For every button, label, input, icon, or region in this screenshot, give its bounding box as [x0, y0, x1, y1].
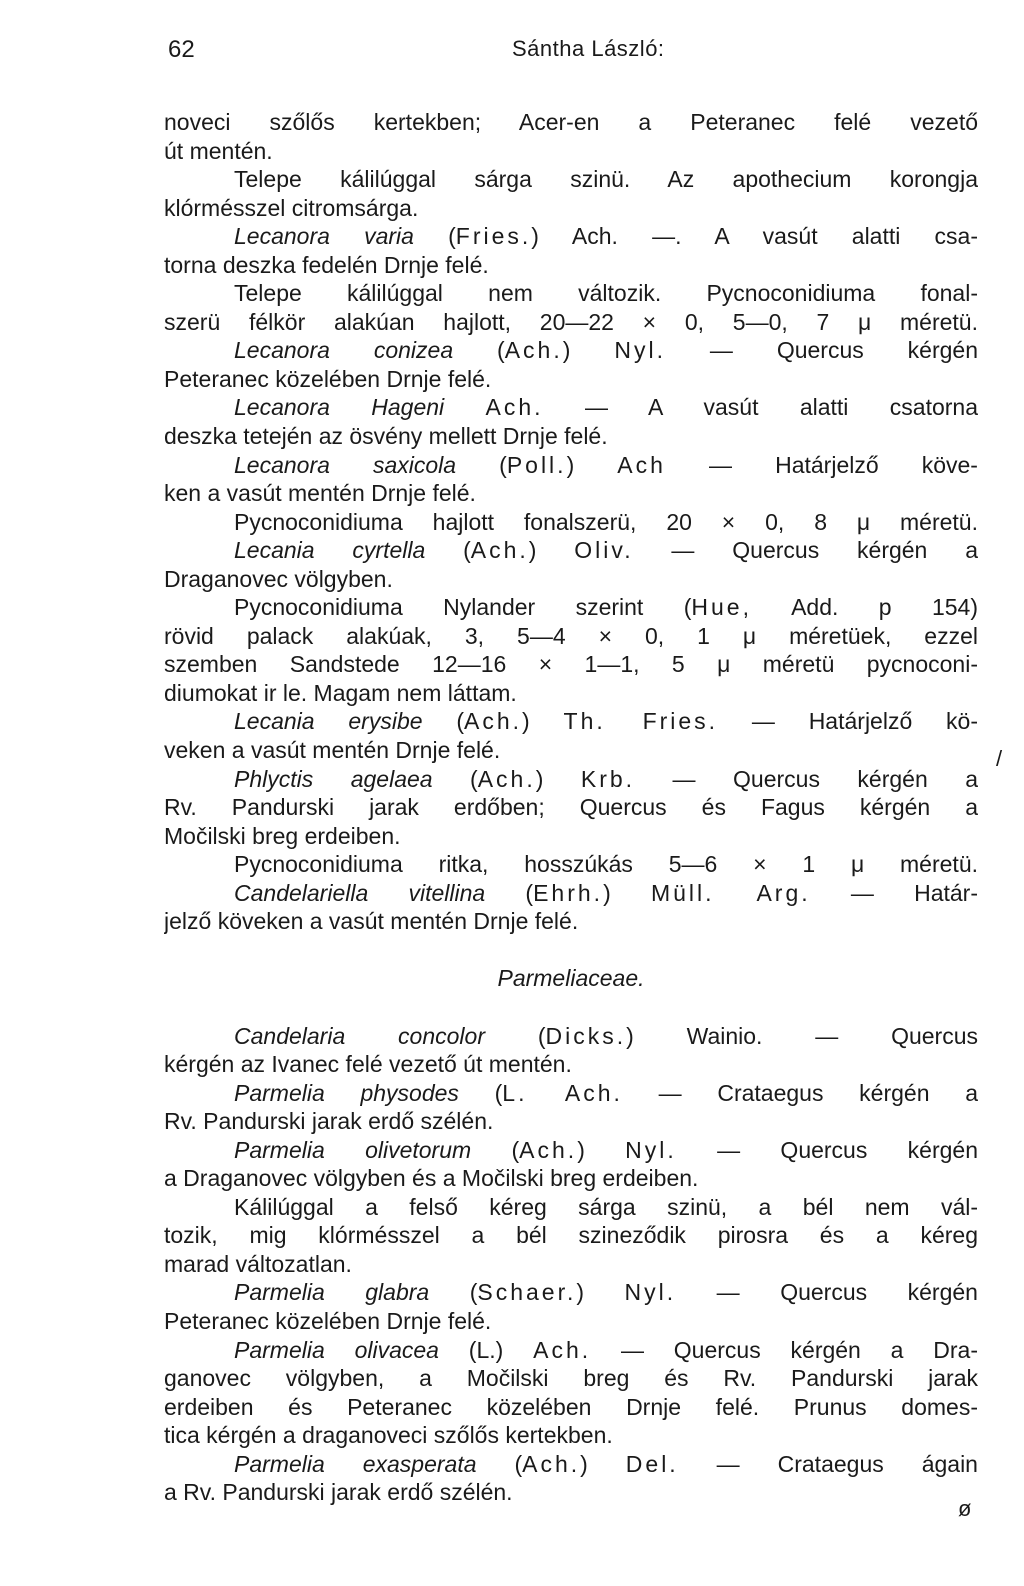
author-citation: Ach. — [519, 1136, 578, 1163]
running-head: Sántha László: — [512, 36, 665, 61]
text-run: Pycnoconidiuma Nylander szerint ( — [234, 594, 692, 621]
text-run: Telepe kálilúggal sárga szinü. Az apothecium korongja — [234, 166, 978, 193]
text-line — [164, 393, 978, 422]
text-line — [164, 593, 978, 622]
text-line — [164, 1450, 978, 1479]
text-run: ) Wainio. — Quercus — [626, 1022, 978, 1049]
text-run: ) — [562, 337, 615, 364]
author-citation: Ach. — [464, 708, 523, 735]
text-run: ( — [476, 1450, 523, 1477]
text-line — [164, 165, 978, 194]
author-citation: Nyl. — [614, 337, 666, 364]
author-citation: Ach. — [522, 1450, 581, 1477]
text-run: Pycnoconidiuma ritka, hosszúkás 5—6 × 1 μ méretü. — [234, 851, 978, 878]
text-line — [164, 451, 978, 480]
text-line — [164, 1136, 978, 1165]
author-citation: Ach. — [477, 765, 536, 792]
text-run: — Quercus kérgén a — [635, 765, 978, 792]
author-citation: Oliv. — [574, 537, 634, 564]
text-line — [164, 137, 978, 166]
text-line — [164, 365, 978, 394]
text-line — [164, 707, 978, 736]
text-run: ( — [471, 1136, 520, 1163]
text-line — [164, 1079, 978, 1108]
taxon-name: Parmelia physodes — [234, 1079, 459, 1106]
taxon-name: Candelaria concolor — [234, 1022, 485, 1049]
text-line — [164, 1250, 978, 1279]
text-run: (L.) — [438, 1336, 534, 1363]
text-run: ( — [458, 1079, 503, 1106]
taxon-name: Parmeliaceae. — [497, 965, 645, 992]
text-line — [164, 251, 978, 280]
text-run: tozik, mig klórmésszel a bél szineződik pirosra és a kéreg — [164, 1222, 978, 1249]
author-citation: Schaer. — [477, 1279, 577, 1306]
text-run: — Határ- — [810, 879, 978, 906]
text-run: a Draganovec völgyben és a Močilski breg erdeiben. — [164, 1165, 699, 1192]
text-run: ) — [528, 537, 575, 564]
author-citation: Nyl. — [624, 1279, 677, 1306]
text-run: erdeiben és Peteranec közelében Drnje felé. Prunus domes- — [164, 1393, 978, 1420]
text-line — [164, 1193, 978, 1222]
text-line — [164, 1478, 978, 1507]
author-citation: Hue, — [691, 594, 752, 621]
text-run: ( — [485, 1022, 546, 1049]
author-citation: Del. — [625, 1450, 679, 1477]
margin-mark: / — [996, 746, 1003, 771]
text-run: — Határjelző köve- — [665, 451, 978, 478]
text-line — [164, 907, 978, 936]
text-run: ( — [485, 879, 534, 906]
text-line — [164, 822, 978, 851]
text-run: — Crataegus ágain — [678, 1450, 978, 1477]
author-citation: Ach. — [533, 1336, 592, 1363]
text-run: ( — [453, 337, 505, 364]
taxon-name: Parmelia olivacea — [234, 1336, 439, 1363]
text-line — [164, 793, 978, 822]
author-citation: Ach. — [470, 537, 529, 564]
text-run: — Quercus kérgén — [676, 1136, 978, 1163]
text-line — [164, 336, 978, 365]
text-run: — Határjelző kö- — [718, 708, 978, 735]
taxon-name: Lecanora conizea — [234, 337, 454, 364]
author-citation: Ehrh. — [533, 879, 604, 906]
text-run: diumokat ir le. Magam nem láttam. — [164, 679, 517, 706]
text-line — [164, 765, 978, 794]
text-run: ) — [535, 765, 581, 792]
text-line — [164, 1364, 978, 1393]
text-line — [164, 850, 978, 879]
text-run: szemben Sandstede 12—16 × 1—1, 5 μ méretü pycnoconi- — [164, 651, 978, 678]
text-line — [164, 1336, 978, 1365]
text-run: klórmésszel citromsárga. — [164, 194, 419, 221]
text-line — [164, 1050, 978, 1079]
text-line — [164, 679, 978, 708]
blank-line — [164, 936, 978, 965]
ink-mark: ø — [958, 1496, 972, 1521]
text-run: Draganovec völgyben. — [164, 565, 393, 592]
text-line — [164, 1022, 978, 1051]
page-number: 62 — [168, 36, 195, 63]
text-run: ) Ach. —. A vasút alatti csa- — [531, 223, 978, 250]
text-line — [164, 194, 978, 223]
text-run: — Quercus kérgén a — [633, 537, 978, 564]
author-citation: Ach — [617, 451, 666, 478]
text-run: ( — [432, 765, 478, 792]
text-line — [164, 879, 978, 908]
text-run: — Quercus kérgén — [676, 1279, 978, 1306]
taxon-name: Phlyctis agelaea — [234, 765, 433, 792]
text-line — [164, 622, 978, 651]
author-citation: Fries. — [455, 223, 532, 250]
text-run: Kálilúggal a felső kéreg sárga szinü, a bél nem vál- — [234, 1193, 978, 1220]
taxon-name: Parmelia glabra — [234, 1279, 430, 1306]
text-run: ) — [576, 1279, 625, 1306]
taxon-name: Lecanora varia — [234, 223, 414, 250]
text-run: — Quercus kérgén a Dra- — [591, 1336, 978, 1363]
text-run: ken a vasút mentén Drnje felé. — [164, 480, 476, 507]
text-run: — Quercus kérgén — [665, 337, 978, 364]
text-line — [164, 279, 978, 308]
text-run: Add. p 154) — [751, 594, 978, 621]
text-run: Telepe kálilúggal nem változik. Pycnoconidiuma fonal- — [234, 280, 978, 307]
text-run: — A vasút alatti csatorna — [543, 394, 978, 421]
text-run: Rv. Pandurski jarak erdőben; Quercus és Fagus kérgén a — [164, 794, 978, 821]
text-line — [164, 1278, 978, 1307]
text-run: veken a vasút mentén Drnje felé. — [164, 737, 501, 764]
text-line — [164, 108, 978, 137]
author-citation: Poll. — [506, 451, 567, 478]
text-run: út mentén. — [164, 137, 273, 164]
text-run: ) — [580, 1450, 626, 1477]
text-line — [164, 479, 978, 508]
text-run: ) — [566, 451, 618, 478]
text-run: marad változatlan. — [164, 1250, 352, 1277]
text-run: Rv. Pandurski jarak erdő szélén. — [164, 1108, 494, 1135]
author-citation: Ach. — [485, 394, 544, 421]
taxon-name: Lecanora Hageni — [234, 394, 445, 421]
text-run: ( — [456, 451, 507, 478]
author-citation: Krb. — [580, 765, 636, 792]
text-line — [164, 1107, 978, 1136]
text-run: rövid palack alakúak, 3, 5—4 × 0, 1 μ méretüek, ezzel — [164, 622, 978, 649]
text-run: kérgén az Ivanec felé vezető út mentén. — [164, 1051, 572, 1078]
text-line — [164, 1393, 978, 1422]
author-citation: Ach. — [504, 337, 563, 364]
text-run — [444, 394, 485, 420]
text-line — [164, 536, 978, 565]
text-run: ( — [422, 708, 465, 735]
text-run: jelző köveken a vasút mentén Drnje felé. — [164, 908, 579, 935]
text-line — [164, 565, 978, 594]
author-citation: Th. Fries. — [563, 708, 719, 735]
text-run: — Crataegus kérgén a — [622, 1079, 978, 1106]
text-line — [164, 422, 978, 451]
text-run: szerü félkör alakúan hajlott, 20—22 × 0, 5—0, 7 μ méretü. — [164, 308, 978, 335]
text-run: ) — [522, 708, 564, 735]
text-line — [164, 1421, 978, 1450]
taxon-name: Parmelia exasperata — [234, 1450, 477, 1477]
text-run: torna deszka fedelén Drnje felé. — [164, 251, 489, 278]
text-run: a Rv. Pandurski jarak erdő szélén. — [164, 1479, 513, 1506]
text-run: ganovec völgyben, a Močilski breg és Rv. Pandurski jarak — [164, 1365, 978, 1392]
author-citation: Müll. Arg. — [650, 879, 811, 906]
taxon-name: Candelariella vitellina — [234, 879, 486, 906]
taxon-name: Parmelia olivetorum — [234, 1136, 472, 1163]
text-run: ) — [577, 1136, 626, 1163]
text-run: deszka tetején az ösvény mellett Drnje felé. — [164, 423, 608, 450]
text-line — [164, 1307, 978, 1336]
taxon-name: Lecania cyrtella — [234, 537, 426, 564]
text-run: ( — [413, 223, 456, 250]
text-line — [164, 222, 978, 251]
author-citation: Nyl. — [625, 1136, 677, 1163]
text-run: Peteranec közelében Drnje felé. — [164, 365, 492, 392]
author-citation: Dicks. — [545, 1022, 627, 1049]
text-line — [164, 736, 978, 765]
text-line — [164, 1164, 978, 1193]
text-run: Močilski breg erdeiben. — [164, 822, 401, 849]
text-line — [164, 308, 978, 337]
text-run: ) — [603, 879, 651, 906]
text-run: noveci szőlős kertekben; Acer-en a Peteranec felé vezető — [164, 109, 978, 135]
text-line — [164, 508, 978, 537]
text-line — [164, 650, 978, 679]
taxon-name: Lecania erysibe — [234, 708, 423, 735]
text-line — [164, 1221, 978, 1250]
text-run: ( — [425, 537, 471, 564]
text-run: ( — [429, 1279, 478, 1306]
body-text — [164, 108, 978, 1507]
section-heading — [164, 964, 978, 993]
taxon-name: Lecanora saxicola — [234, 451, 457, 478]
text-run: Pycnoconidiuma hajlott fonalszerü, 20 × 0, 8 μ méretü. — [234, 508, 978, 535]
author-citation: L. Ach. — [502, 1079, 623, 1106]
blank-line — [164, 993, 978, 1022]
text-run: tica kérgén a draganoveci szőlős kertekben. — [164, 1422, 613, 1449]
text-run: Peteranec közelében Drnje felé. — [164, 1307, 492, 1334]
page-header — [168, 30, 968, 70]
